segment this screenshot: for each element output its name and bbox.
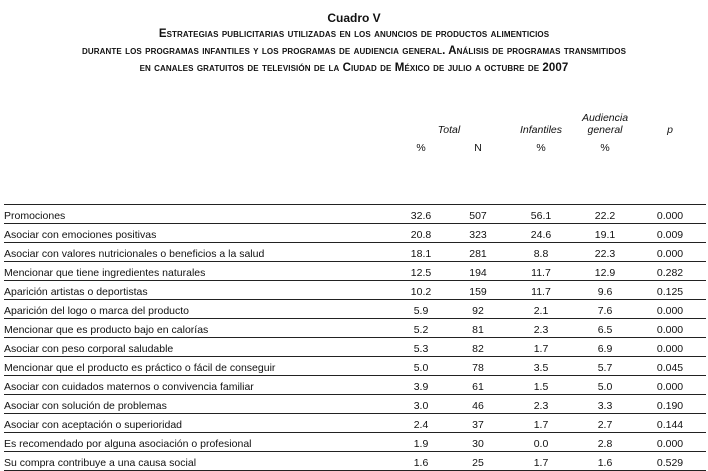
cell-p-value: 0.125 xyxy=(634,281,706,300)
cell-total-pct: 1.9 xyxy=(392,433,450,452)
cell-total-pct: 3.9 xyxy=(392,376,450,395)
cell-audiencia-pct: 2.7 xyxy=(576,414,634,433)
header-total: Total xyxy=(437,124,461,136)
cell-total-n: 61 xyxy=(450,376,506,395)
table-row xyxy=(4,433,706,452)
row-label: Asociar con emociones positivas xyxy=(4,224,392,243)
cell-total-n: 78 xyxy=(450,357,506,376)
table-body xyxy=(4,205,706,471)
cell-infantiles-pct: 2.1 xyxy=(506,300,576,319)
cell-p-value: 0.000 xyxy=(634,376,706,395)
cell-audiencia-pct: 5.0 xyxy=(576,376,634,395)
cell-total-pct: 12.5 xyxy=(392,262,450,281)
cell-total-pct: 20.8 xyxy=(392,224,450,243)
cell-audiencia-pct: 22.2 xyxy=(576,205,634,224)
header-audiencia-general: Audiencia general xyxy=(581,112,629,136)
subheader-audiencia-pct: % xyxy=(600,142,610,154)
cell-infantiles-pct: 3.5 xyxy=(506,357,576,376)
row-label: Su compra contribuye a una causa social xyxy=(4,452,392,471)
cell-p-value: 0.000 xyxy=(634,319,706,338)
table-row xyxy=(4,262,706,281)
table-row xyxy=(4,414,706,433)
cell-audiencia-pct: 19.1 xyxy=(576,224,634,243)
cell-audiencia-pct: 2.8 xyxy=(576,433,634,452)
row-label: Asociar con aceptación o superioridad xyxy=(4,414,392,433)
row-label: Asociar con valores nutricionales o beneficios a la salud xyxy=(4,243,392,262)
cell-p-value: 0.009 xyxy=(634,224,706,243)
subheader-empty xyxy=(4,136,392,160)
cell-audiencia-pct: 7.6 xyxy=(576,300,634,319)
title-line-1: Estrategias publicitarias utilizadas en los anuncios de productos alimenticios xyxy=(158,28,550,40)
subheader-total-n: N xyxy=(474,142,482,154)
cell-p-value: 0.000 xyxy=(634,243,706,262)
cell-total-n: 37 xyxy=(450,414,506,433)
data-table xyxy=(4,98,706,471)
cell-infantiles-pct: 1.7 xyxy=(506,452,576,471)
cell-p-value: 0.000 xyxy=(634,300,706,319)
row-label: Es recomendado por alguna asociación o profesional xyxy=(4,433,392,452)
cell-audiencia-pct: 9.6 xyxy=(576,281,634,300)
cell-total-pct: 5.2 xyxy=(392,319,450,338)
cell-total-n: 30 xyxy=(450,433,506,452)
cell-total-pct: 10.2 xyxy=(392,281,450,300)
cell-total-n: 81 xyxy=(450,319,506,338)
table-row xyxy=(4,205,706,224)
table-row xyxy=(4,243,706,262)
cell-total-pct: 3.0 xyxy=(392,395,450,414)
cell-total-pct: 5.0 xyxy=(392,357,450,376)
title-line-3: en canales gratuitos de televisión de la Ciudad de México de julio a octubre de 2007 xyxy=(139,62,569,74)
row-label: Mencionar que tiene ingredientes naturales xyxy=(4,262,392,281)
row-label: Asociar con peso corporal saludable xyxy=(4,338,392,357)
cell-audiencia-pct: 12.9 xyxy=(576,262,634,281)
cell-audiencia-pct: 22.3 xyxy=(576,243,634,262)
cell-total-n: 323 xyxy=(450,224,506,243)
cell-total-n: 507 xyxy=(450,205,506,224)
cell-audiencia-pct: 1.6 xyxy=(576,452,634,471)
header-infantiles: Infantiles xyxy=(519,124,563,136)
table-number: Cuadro V xyxy=(327,11,381,25)
row-label: Aparición del logo o marca del producto xyxy=(4,300,392,319)
subheader-p-empty xyxy=(634,136,706,160)
cell-infantiles-pct: 2.3 xyxy=(506,395,576,414)
cell-infantiles-pct: 2.3 xyxy=(506,319,576,338)
cell-total-pct: 2.4 xyxy=(392,414,450,433)
header-row xyxy=(4,98,706,136)
cell-infantiles-pct: 8.8 xyxy=(506,243,576,262)
cell-audiencia-pct: 5.7 xyxy=(576,357,634,376)
cell-total-n: 194 xyxy=(450,262,506,281)
cell-infantiles-pct: 0.0 xyxy=(506,433,576,452)
cell-infantiles-pct: 1.7 xyxy=(506,338,576,357)
cell-infantiles-pct: 24.6 xyxy=(506,224,576,243)
cell-p-value: 0.282 xyxy=(634,262,706,281)
table-title xyxy=(0,0,708,77)
cell-p-value: 0.000 xyxy=(634,205,706,224)
table-row xyxy=(4,376,706,395)
cell-infantiles-pct: 1.5 xyxy=(506,376,576,395)
table-row xyxy=(4,395,706,414)
cell-total-pct: 5.3 xyxy=(392,338,450,357)
cell-audiencia-pct: 3.3 xyxy=(576,395,634,414)
cell-infantiles-pct: 56.1 xyxy=(506,205,576,224)
row-label: Mencionar que el producto es práctico o fácil de conseguir xyxy=(4,357,392,376)
cell-infantiles-pct: 1.7 xyxy=(506,414,576,433)
cell-audiencia-pct: 6.5 xyxy=(576,319,634,338)
table-row xyxy=(4,338,706,357)
cell-total-pct: 32.6 xyxy=(392,205,450,224)
row-label: Asociar con solución de problemas xyxy=(4,395,392,414)
title-line-2: durante los programas infantiles y los programas de audiencia general. Análisis de programas transmitidos xyxy=(81,45,626,57)
table-row xyxy=(4,224,706,243)
row-label: Aparición artistas o deportistas xyxy=(4,281,392,300)
cell-audiencia-pct: 6.9 xyxy=(576,338,634,357)
cell-total-n: 46 xyxy=(450,395,506,414)
cell-total-pct: 1.6 xyxy=(392,452,450,471)
header-empty xyxy=(4,98,392,136)
cell-p-value: 0.144 xyxy=(634,414,706,433)
cell-total-n: 92 xyxy=(450,300,506,319)
row-label: Mencionar que es producto bajo en calorías xyxy=(4,319,392,338)
table-row xyxy=(4,357,706,376)
cell-p-value: 0.000 xyxy=(634,433,706,452)
cell-p-value: 0.000 xyxy=(634,338,706,357)
cell-infantiles-pct: 11.7 xyxy=(506,262,576,281)
subheader-infantiles-pct: % xyxy=(536,142,546,154)
cell-total-n: 159 xyxy=(450,281,506,300)
cell-p-value: 0.190 xyxy=(634,395,706,414)
cell-total-n: 25 xyxy=(450,452,506,471)
table-row xyxy=(4,452,706,471)
cell-total-pct: 18.1 xyxy=(392,243,450,262)
cell-p-value: 0.529 xyxy=(634,452,706,471)
table-row xyxy=(4,300,706,319)
subheader-row xyxy=(4,136,706,160)
header-p: p xyxy=(667,124,673,136)
cell-p-value: 0.045 xyxy=(634,357,706,376)
cell-infantiles-pct: 11.7 xyxy=(506,281,576,300)
row-label: Asociar con cuidados maternos o convivencia familiar xyxy=(4,376,392,395)
row-label: Promociones xyxy=(4,205,392,224)
cell-total-pct: 5.9 xyxy=(392,300,450,319)
cell-total-n: 281 xyxy=(450,243,506,262)
subheader-total-pct: % xyxy=(416,142,426,154)
cell-total-n: 82 xyxy=(450,338,506,357)
table-row xyxy=(4,319,706,338)
table-row xyxy=(4,281,706,300)
